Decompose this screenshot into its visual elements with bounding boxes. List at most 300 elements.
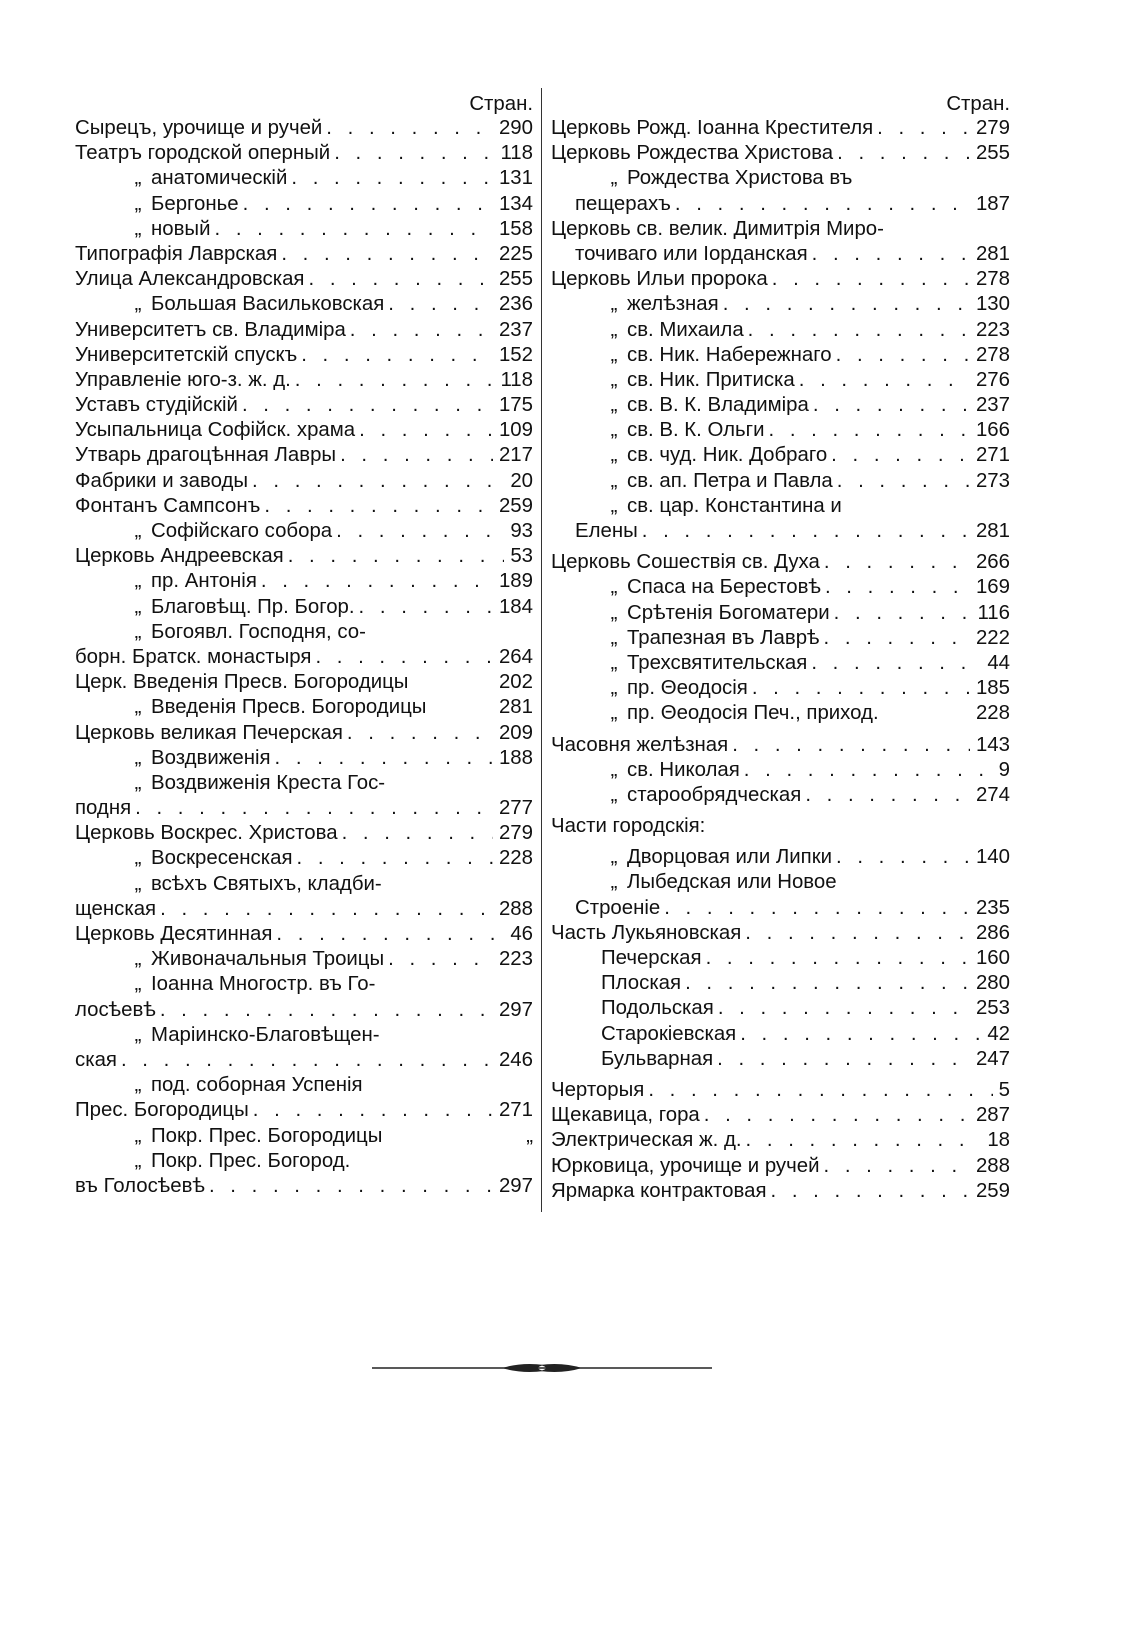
index-entry (75, 821, 533, 846)
entry-title: Воздвиженія (151, 746, 271, 769)
entry-title: Театръ городской оперный (75, 142, 331, 165)
dot-leader (832, 845, 970, 870)
entry-title: Часовня желѣзная (551, 733, 729, 756)
page-number: 18 (987, 1129, 1010, 1152)
entry-title: св. В. К. Ольги (627, 419, 765, 442)
ditto-mark: „ (134, 1023, 142, 1046)
page-number: 140 (975, 846, 1010, 869)
page-number: 185 (975, 677, 1010, 700)
page-number: 209 (498, 721, 533, 744)
index-entry (551, 946, 1010, 971)
entry-title: Части городскія: (551, 815, 706, 838)
entry-title: въ Голосѣевѣ (75, 1174, 205, 1197)
entry-title: Ярмарка контрактовая (551, 1179, 767, 1202)
index-entry (75, 746, 533, 771)
index-entry (551, 996, 1010, 1021)
index-entry (75, 695, 533, 720)
entry-title: Церковь Андреевская (75, 545, 284, 568)
dot-leader (156, 897, 493, 922)
entry-title: Воскресенская (151, 847, 293, 870)
index-entry (551, 701, 1010, 726)
page-column-header: Стран. (469, 93, 533, 115)
page-number: 236 (498, 293, 533, 316)
index-entry (551, 418, 1010, 443)
ditto-mark: „ (134, 192, 142, 215)
page-number: 118 (500, 142, 533, 165)
ditto-mark: „ (134, 217, 142, 240)
index-entry (551, 1078, 1010, 1103)
page-number: 9 (998, 758, 1010, 781)
page-number: 44 (987, 651, 1010, 674)
entry-title: Церковь Десятинная (75, 923, 273, 945)
entry-title: св. Михаила (627, 318, 744, 341)
index-entry (551, 192, 1010, 217)
index-entry (551, 393, 1010, 418)
column-divider (541, 88, 542, 1212)
entry-title: св. Николая (627, 758, 740, 781)
entry-title: Типографія Лаврская (75, 242, 278, 265)
right-index-list (551, 116, 1010, 1204)
dot-leader (740, 758, 993, 783)
page-number: 130 (975, 293, 1010, 316)
dot-leader (728, 733, 970, 758)
page-number: 255 (498, 268, 533, 291)
index-entry (75, 846, 533, 871)
entry-title: борн. Братск. монастыря (75, 645, 312, 668)
index-entry (75, 922, 533, 947)
dot-leader (322, 116, 493, 141)
ditto-mark: „ (134, 1149, 142, 1172)
ditto-mark: „ (134, 746, 142, 769)
index-entry (75, 116, 533, 141)
dot-leader (277, 242, 493, 267)
index-entry (75, 192, 533, 217)
index-entry (551, 494, 1010, 519)
dot-leader (384, 292, 493, 317)
index-entry (75, 217, 533, 242)
page-number: 152 (498, 343, 533, 366)
dot-leader (736, 1022, 981, 1047)
ditto-mark: „ (610, 702, 618, 725)
dot-leader (131, 796, 493, 821)
dot-leader (239, 192, 493, 217)
page-number: 5 (998, 1078, 1010, 1101)
index-entry (551, 318, 1010, 343)
page-number: 288 (498, 897, 533, 920)
index-entry (75, 242, 533, 267)
page-number: 187 (975, 192, 1010, 215)
entry-title: Трапезная въ Лаврѣ (627, 626, 820, 649)
entry-title: Маріинско-Благовѣщен- (151, 1023, 380, 1046)
entry-title: св. цар. Константина и (627, 494, 842, 517)
dot-leader (764, 418, 969, 443)
page-number: 255 (975, 142, 1010, 165)
entry-title: ская (75, 1048, 117, 1071)
entry-title: Церковь великая Печерская (75, 721, 343, 744)
ditto-mark: „ (610, 494, 618, 517)
dot-leader (355, 418, 493, 443)
index-entry (75, 418, 533, 443)
entry-title: Строеніе (575, 896, 661, 919)
index-entry (551, 343, 1010, 368)
page-number: 278 (975, 268, 1010, 291)
entry-title: Богоявл. Господня, со- (151, 620, 366, 643)
index-entry (75, 393, 533, 418)
ditto-mark: „ (610, 368, 618, 391)
index-entry (75, 166, 533, 191)
index-entry (75, 1149, 533, 1174)
page-number: „ (526, 1124, 533, 1147)
entry-title: пр. Антонія (151, 570, 257, 593)
left-index-column (75, 92, 533, 1199)
dot-leader (808, 242, 970, 267)
index-entry (75, 998, 533, 1023)
page-number: 189 (498, 570, 533, 593)
index-entry (75, 318, 533, 343)
dot-leader (700, 1103, 970, 1128)
entry-title: новый (151, 217, 211, 240)
dot-leader (744, 318, 970, 343)
entry-title: Черторыя (551, 1078, 645, 1101)
ditto-mark: „ (134, 872, 142, 895)
index-entry (551, 845, 1010, 870)
page-column-header: Стран. (946, 93, 1010, 115)
ditto-mark: „ (610, 419, 618, 442)
index-entry (75, 796, 533, 821)
left-index-list (75, 116, 533, 1199)
index-entry (75, 443, 533, 468)
entry-title: Церковь св. велик. Димитрія Миро- (551, 217, 884, 240)
entry-title: пещерахъ (575, 192, 671, 215)
page-number: 160 (975, 947, 1010, 969)
dot-leader (291, 368, 495, 393)
page-number: 246 (498, 1048, 533, 1071)
index-entry (75, 267, 533, 292)
dot-leader (768, 267, 970, 292)
dot-leader (292, 846, 492, 871)
index-entry (551, 1128, 1010, 1153)
index-entry (75, 721, 533, 746)
entry-title: Часть Лукьяновская (551, 921, 742, 944)
ditto-mark: „ (134, 696, 142, 719)
page-number: 297 (498, 998, 533, 1021)
page-number: 228 (498, 847, 533, 870)
entry-title: Усыпальница Софійск. храма (75, 419, 356, 442)
entry-title: Покр. Прес. Богород. (151, 1149, 351, 1172)
page-number: 276 (975, 368, 1010, 391)
page-number: 247 (975, 1047, 1010, 1070)
ditto-mark: „ (610, 783, 618, 806)
ditto-mark: „ (610, 394, 618, 417)
dot-leader (205, 1174, 493, 1199)
dot-leader (384, 947, 493, 972)
entry-title: Юрковица, урочище и ручей (551, 1154, 820, 1177)
dot-leader (638, 519, 970, 544)
index-entry (75, 368, 533, 393)
dot-leader (287, 166, 493, 191)
index-entry (551, 116, 1010, 141)
index-entry (551, 217, 1010, 242)
entry-title: Прес. Богородицы (75, 1099, 249, 1122)
ditto-mark: „ (610, 601, 618, 624)
dot-leader (833, 469, 970, 494)
ditto-mark: „ (610, 576, 618, 599)
entry-title: под. соборная Успенія (151, 1074, 363, 1097)
page-number: 116 (977, 601, 1010, 624)
index-entry (75, 1124, 533, 1149)
index-entry (551, 469, 1010, 494)
page-number: 273 (975, 469, 1010, 492)
dot-leader (873, 116, 970, 141)
entry-title: пр. Θеодосія (627, 677, 748, 700)
index-entry (551, 921, 1010, 946)
index-entry (551, 896, 1010, 921)
dot-leader (819, 1154, 969, 1179)
dot-leader (830, 601, 972, 626)
dot-leader (660, 896, 970, 921)
entry-title: св. В. К. Владиміра (627, 394, 809, 417)
index-entry (551, 1047, 1010, 1072)
page-number: 184 (498, 595, 533, 618)
entry-title: Покр. Прес. Богородицы (151, 1124, 383, 1147)
index-entry (551, 519, 1010, 544)
entry-title: желѣзная (627, 293, 719, 316)
index-entry (551, 626, 1010, 651)
entry-title: св. ап. Петра и Павла (627, 469, 833, 492)
page-number: 266 (975, 551, 1010, 574)
index-entry (75, 897, 533, 922)
entry-title: Софійскаго собора (151, 520, 333, 542)
page-number: 274 (975, 783, 1010, 806)
dot-leader (284, 544, 505, 569)
index-entry (75, 670, 533, 695)
page-number: 225 (498, 242, 533, 265)
index-entry (551, 758, 1010, 783)
entry-title: щенская (75, 897, 157, 920)
index-entry (551, 267, 1010, 292)
entry-title: св. Ник. Набережнаго (627, 343, 832, 366)
entry-title: Трехсвятительская (627, 651, 808, 674)
entry-title: Подольская (601, 997, 714, 1020)
ditto-mark: „ (134, 167, 142, 190)
page-number: 228 (975, 702, 1010, 725)
page-number: 202 (498, 671, 533, 694)
dot-leader (260, 494, 493, 519)
entry-title: пр. Θеодосія Печ., приход. (627, 702, 879, 725)
ditto-mark: „ (134, 847, 142, 870)
index-entry (75, 620, 533, 645)
dot-leader (248, 469, 504, 494)
index-entry (75, 972, 533, 997)
ditto-mark: „ (134, 520, 142, 542)
page-number: 166 (975, 419, 1010, 442)
dot-leader (742, 1128, 982, 1153)
dot-leader (249, 1098, 493, 1123)
dot-leader (827, 443, 970, 468)
entry-title: Плоская (601, 972, 682, 995)
dot-leader (156, 998, 493, 1023)
entry-title: Церковь Рождества Христова (551, 142, 834, 165)
entry-title: Рождества Христова въ (627, 167, 853, 190)
page-number: 281 (975, 242, 1010, 265)
dot-leader (767, 1179, 970, 1204)
index-entry (551, 651, 1010, 676)
entry-title: Церковь Сошествія св. Духа (551, 551, 820, 574)
dot-leader (336, 443, 493, 468)
ditto-mark: „ (134, 293, 142, 316)
page-number: 223 (975, 318, 1010, 341)
dot-leader (702, 946, 970, 971)
index-entry (551, 783, 1010, 808)
index-entry (551, 814, 1010, 839)
page-number: 53 (510, 545, 533, 568)
index-entry (551, 870, 1010, 895)
dot-leader (809, 393, 970, 418)
entry-title: Елены (575, 520, 638, 542)
entry-title: Церковь Воскрес. Христова (75, 822, 338, 845)
entry-title: Срѣтенія Богоматери (627, 601, 830, 624)
dot-leader (311, 645, 493, 670)
page-number: 235 (975, 896, 1010, 919)
page-number: 169 (975, 576, 1010, 599)
entry-title: анатомическій (151, 167, 288, 190)
page-number: 253 (975, 997, 1010, 1020)
page-number: 271 (975, 444, 1010, 467)
index-entry (75, 645, 533, 670)
index-entry (75, 1073, 533, 1098)
ditto-mark: „ (134, 973, 142, 996)
dot-leader (644, 1078, 992, 1103)
entry-title: Живоначальныя Троицы (151, 948, 385, 971)
index-entry (551, 676, 1010, 701)
page-number: 237 (498, 318, 533, 341)
page-number: 188 (498, 746, 533, 769)
entry-title: Фабрики и заводы (75, 469, 249, 492)
dot-leader (304, 267, 492, 292)
dot-leader (801, 783, 970, 808)
dot-leader (820, 626, 970, 651)
dot-leader (210, 217, 492, 242)
index-entry (551, 550, 1010, 575)
index-entry (551, 1022, 1010, 1047)
ditto-mark: „ (610, 343, 618, 366)
page-number: 222 (975, 626, 1010, 649)
right-index-column (551, 92, 1010, 1204)
page-number: 264 (498, 645, 533, 668)
ditto-mark: „ (134, 1124, 142, 1147)
index-entry (551, 1154, 1010, 1179)
dot-leader (297, 343, 493, 368)
index-entry (75, 1023, 533, 1048)
entry-title: Университетскій спускъ (75, 343, 298, 366)
page-number: 223 (498, 948, 533, 971)
page-number: 259 (498, 494, 533, 517)
entry-title: подня (75, 797, 132, 820)
ditto-mark: „ (610, 758, 618, 781)
dot-leader (330, 141, 494, 166)
entry-title: Утварь драгоцѣнная Лавры (75, 444, 337, 467)
entry-title: Бульварная (601, 1047, 714, 1070)
index-entry (551, 1179, 1010, 1204)
page-number: 143 (975, 733, 1010, 756)
entry-title: Дворцовая или Липки (627, 846, 833, 869)
page-number: 118 (500, 368, 533, 391)
dot-leader (821, 575, 970, 600)
entry-title: Электрическая ж. д. (551, 1129, 742, 1152)
ditto-mark: „ (610, 846, 618, 869)
dot-leader (117, 1048, 493, 1073)
page-number: 280 (975, 972, 1010, 995)
dot-leader (748, 676, 970, 701)
page-number: 279 (498, 822, 533, 845)
entry-title: точиваго или Іорданская (575, 242, 808, 265)
ditto-mark: „ (610, 293, 618, 316)
page-number: 217 (498, 444, 533, 467)
entry-title: Уставъ студійскій (75, 394, 238, 417)
page-number: 134 (498, 192, 533, 215)
index-entry (551, 166, 1010, 191)
dot-leader (338, 821, 493, 846)
dot-leader (355, 595, 493, 620)
index-entry (551, 601, 1010, 626)
page-number: 287 (975, 1104, 1010, 1127)
page-number: 281 (498, 696, 533, 719)
entry-title: всѣхъ Святыхъ, кладби- (151, 872, 382, 895)
index-entry (75, 1174, 533, 1199)
ornament-divider (372, 1361, 712, 1375)
page-number: 286 (975, 921, 1010, 944)
entry-title: Іоанна Многостр. въ Го- (151, 973, 376, 996)
dot-leader (713, 1047, 970, 1072)
index-entry (551, 141, 1010, 166)
page-number: 20 (510, 469, 533, 492)
index-entry (551, 443, 1010, 468)
entry-title: Церковь Ильи пророка (551, 268, 768, 291)
index-entry (551, 1103, 1010, 1128)
entry-title: Воздвиженія Креста Гос- (151, 771, 386, 794)
dot-leader (332, 519, 504, 544)
entry-title: Сырецъ, урочище и ручей (75, 117, 323, 139)
entry-title: Управленіе юго-з. ж. д. (75, 368, 291, 391)
ditto-mark: „ (610, 626, 618, 649)
index-entry (75, 1098, 533, 1123)
index-entry (75, 771, 533, 796)
ditto-mark: „ (134, 620, 142, 643)
dot-leader (714, 996, 970, 1021)
entry-title: Введенія Пресв. Богородицы (151, 696, 427, 719)
index-entry (75, 544, 533, 569)
entry-title: лосѣевѣ (75, 998, 156, 1021)
entry-title: Церковь Рожд. Іоанна Крестителя (551, 117, 874, 139)
entry-title: св. Ник. Притиска (627, 368, 795, 391)
ditto-mark: „ (134, 1074, 142, 1097)
entry-title: Церк. Введенія Пресв. Богородицы (75, 671, 409, 694)
dot-leader (343, 721, 493, 746)
index-entry (551, 242, 1010, 267)
dot-leader (820, 550, 970, 575)
entry-title: Улица Александровская (75, 268, 305, 291)
page-number: 175 (498, 394, 533, 417)
index-entry (75, 569, 533, 594)
entry-title: Щекавица, гора (551, 1104, 700, 1127)
entry-title: св. чуд. Ник. Добраго (627, 444, 828, 467)
index-entry (551, 575, 1010, 600)
page-number: 42 (987, 1022, 1010, 1045)
dot-leader (832, 343, 970, 368)
index-entry (75, 494, 533, 519)
dot-leader (741, 921, 970, 946)
ditto-mark: „ (134, 595, 142, 618)
